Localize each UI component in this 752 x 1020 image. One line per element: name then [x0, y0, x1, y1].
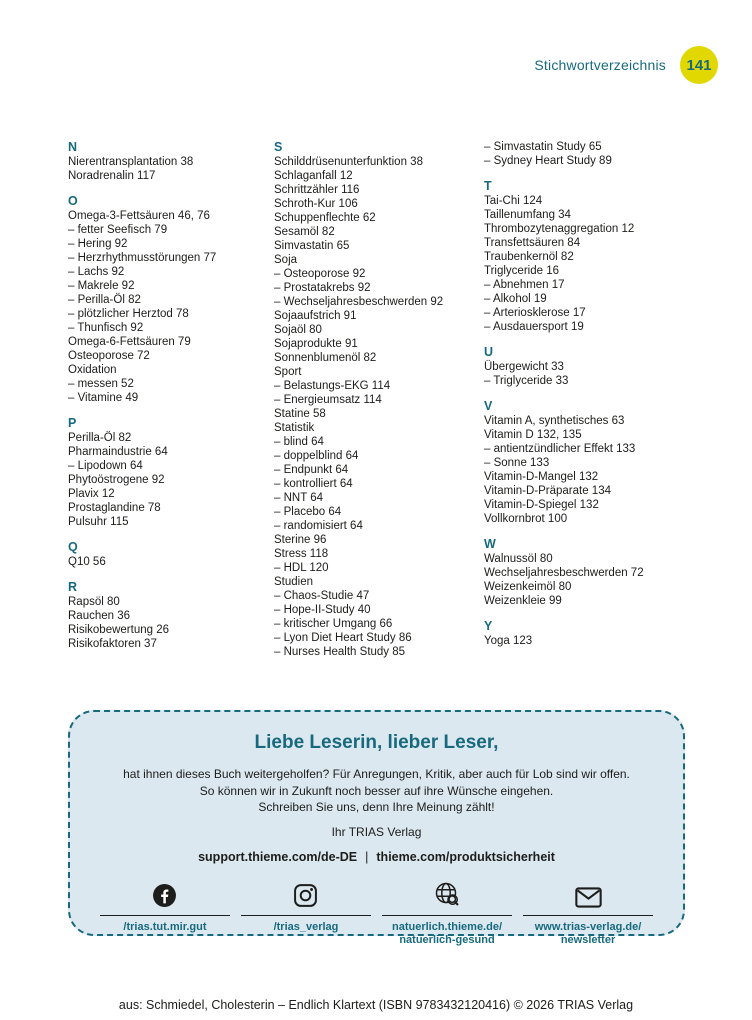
index-entry: Rauchen 36 [68, 610, 131, 622]
index-entry: – antientzündlicher Effekt 133 [484, 443, 636, 455]
index-entry: – Perilla-Öl 82 [68, 294, 141, 306]
index-entry: Sojaprodukte 91 [274, 338, 358, 350]
index-entry: Vollkornbrot 100 [484, 513, 568, 525]
page-footer: aus: Schmiedel, Cholesterin – Endlich Klartext (ISBN 9783432120416) © 2026 TRIAS Verlag [118, 998, 634, 1012]
social-item[interactable] [241, 880, 371, 948]
support-separator: | [365, 849, 369, 864]
index-entry: Wechseljahresbeschwerden 72 [484, 567, 644, 579]
index-entry: – Thunfisch 92 [68, 322, 144, 334]
index-columns [68, 140, 688, 659]
index-entry: Vitamin A, synthetisches 63 [484, 415, 625, 427]
index-letter-heading: P [68, 416, 77, 430]
index-entry: Vitamin-D-Präparate 134 [484, 485, 611, 497]
index-entry: Triglyceride 16 [484, 265, 559, 277]
index-letter-heading: W [484, 537, 496, 551]
social-link-label[interactable]: /trias.tut.mir.gut [123, 920, 207, 933]
index-letter-heading: S [274, 140, 283, 154]
index-entry: Osteoporose 72 [68, 350, 150, 362]
index-entry: – Hering 92 [68, 238, 128, 250]
page-header [534, 46, 718, 84]
index-entry: – HDL 120 [274, 562, 329, 574]
index-entry: Risikobewertung 26 [68, 624, 170, 636]
index-entry: – Lyon Diet Heart Study 86 [274, 632, 412, 644]
index-entry: Vitamin-D-Mangel 132 [484, 471, 599, 483]
index-entry: – Energieumsatz 114 [274, 394, 382, 406]
index-column [68, 140, 270, 659]
index-entry: Oxidation [68, 364, 117, 376]
index-entry: – Sydney Heart Study 89 [484, 155, 612, 167]
index-entry: – Osteoporose 92 [274, 268, 366, 280]
social-link-label[interactable]: /trias_verlag [273, 920, 339, 933]
index-entry: – kontrolliert 64 [274, 478, 353, 490]
index-entry: Schuppenflechte 62 [274, 212, 376, 224]
feedback-box [68, 710, 685, 946]
support-link-right[interactable]: thieme.com/produktsicherheit [376, 849, 555, 864]
feedback-title: Liebe Leserin, lieber Leser, [254, 732, 499, 753]
feedback-body [98, 766, 655, 816]
index-letter-heading: N [68, 140, 78, 154]
index-entry: Sojaöl 80 [274, 324, 322, 336]
social-item[interactable] [523, 880, 653, 948]
index-entry: Transfettsäuren 84 [484, 237, 581, 249]
index-entry: Sterine 96 [274, 534, 327, 546]
index-entry: Sonnenblumenöl 82 [274, 352, 377, 364]
index-entry: Omega-6-Fettsäuren 79 [68, 336, 191, 348]
index-letter-heading: V [484, 399, 493, 413]
index-entry: – Ausdauersport 19 [484, 321, 584, 333]
index-entry: Sojaaufstrich 91 [274, 310, 357, 322]
index-entry: Soja [274, 254, 298, 266]
index-entry: Omega-3-Fettsäuren 46, 76 [68, 210, 210, 222]
index-entry: Simvastatin 65 [274, 240, 350, 252]
index-entry: Tai-Chi 124 [484, 195, 543, 207]
index-entry: Noradrenalin 117 [68, 170, 156, 182]
social-link-label[interactable]: www.trias-verlag.de/ newsletter [534, 920, 642, 946]
support-links [98, 850, 655, 864]
feedback-body-line: So können wir in Zukunft noch besser auf ihre Wünsche eingehen. [199, 783, 554, 798]
globe-search-icon [434, 880, 461, 908]
index-entry: Vitamin D 132, 135 [484, 429, 582, 441]
social-item[interactable] [382, 880, 512, 948]
index-entry: – Nurses Health Study 85 [274, 646, 406, 658]
index-entry: – Placebo 64 [274, 506, 342, 518]
index-entry: Rapsöl 80 [68, 596, 120, 608]
index-entry: – doppelblind 64 [274, 450, 359, 462]
feedback-signature: Ihr TRIAS Verlag [331, 824, 422, 839]
index-entry: – Lachs 92 [68, 266, 125, 278]
index-entry: Pharmaindustrie 64 [68, 446, 168, 458]
index-entry: – Chaos-Studie 47 [274, 590, 370, 602]
index-entry: – Prostatakrebs 92 [274, 282, 371, 294]
index-entry: – randomisiert 64 [274, 520, 363, 532]
index-entry: – Lipodown 64 [68, 460, 143, 472]
facebook-icon [152, 880, 177, 908]
index-entry: – Makrele 92 [68, 280, 135, 292]
index-entry: – Simvastatin Study 65 [484, 141, 602, 153]
index-entry: – Vitamine 49 [68, 392, 139, 404]
index-entry: Prostaglandine 78 [68, 502, 161, 514]
index-letter-heading: Y [484, 619, 493, 633]
index-entry: Sport [274, 366, 302, 378]
index-entry: Übergewicht 33 [484, 361, 564, 373]
index-entry: Schrittzähler 116 [274, 184, 360, 196]
index-letter-heading: U [484, 345, 494, 359]
index-entry: Perilla-Öl 82 [68, 432, 132, 444]
index-letter-heading: Q [68, 540, 78, 554]
index-entry: – blind 64 [274, 436, 324, 448]
index-entry: – Herzrhythmusstörungen 77 [68, 252, 217, 264]
index-entry: Walnussöl 80 [484, 553, 553, 565]
index-entry: – Alkohol 19 [484, 293, 547, 305]
index-entry: Pulsuhr 115 [68, 516, 129, 528]
index-letter-heading: R [68, 580, 78, 594]
index-entry: – Abnehmen 17 [484, 279, 565, 291]
social-divider [241, 915, 371, 916]
email-icon [575, 880, 602, 908]
social-row [98, 880, 655, 948]
index-entry: Statine 58 [274, 408, 326, 420]
index-entry: Taillenumfang 34 [484, 209, 571, 221]
social-divider [382, 915, 512, 916]
support-link-left[interactable]: support.thieme.com/de-DE [198, 849, 358, 864]
index-entry: Schroth-Kur 106 [274, 198, 358, 210]
index-entry: Phytoöstrogene 92 [68, 474, 165, 486]
index-entry: – plötzlicher Herztod 78 [68, 308, 189, 320]
index-entry: – Arteriosklerose 17 [484, 307, 586, 319]
index-entry: – Triglyceride 33 [484, 375, 569, 387]
social-item[interactable] [100, 880, 230, 948]
index-entry: – Belastungs-EKG 114 [274, 380, 391, 392]
index-entry: – Hope-II-Study 40 [274, 604, 371, 616]
index-entry: – Sonne 133 [484, 457, 550, 469]
index-entry: Stress 118 [274, 548, 329, 560]
index-entry: Vitamin-D-Spiegel 132 [484, 499, 599, 511]
index-letter-heading: O [68, 194, 78, 208]
instagram-icon [293, 880, 318, 908]
social-divider [523, 915, 653, 916]
feedback-body-line: Schreiben Sie uns, denn Ihre Meinung zählt! [258, 800, 495, 814]
social-divider [100, 915, 230, 916]
index-entry: Plavix 12 [68, 488, 115, 500]
index-entry: Statistik [274, 422, 315, 434]
index-entry: – fetter Seefisch 79 [68, 224, 168, 236]
index-entry: Thrombozytenaggregation 12 [484, 223, 635, 235]
index-letter-heading: T [484, 179, 492, 193]
index-entry: Yoga 123 [484, 635, 533, 647]
index-entry: – kritischer Umgang 66 [274, 618, 393, 630]
index-entry: – messen 52 [68, 378, 134, 390]
index-entry: Q10 56 [68, 556, 106, 568]
feedback-body-line: hat ihnen dieses Buch weitergeholfen? Für Anregungen, Kritik, aber auch für Lob sind wir offen. [123, 767, 630, 781]
index-entry: Weizenkeimöl 80 [484, 581, 572, 593]
index-column [484, 140, 688, 659]
index-column [274, 140, 480, 659]
index-entry: – Wechseljahresbeschwerden 92 [274, 296, 444, 308]
index-entry: Nierentransplantation 38 [68, 156, 194, 168]
index-entry: Weizenkleie 99 [484, 595, 562, 607]
index-entry: Traubenkernöl 82 [484, 251, 574, 263]
index-entry: – Endpunkt 64 [274, 464, 349, 476]
page-title: Stichwortverzeichnis [534, 57, 666, 73]
social-link-label[interactable]: natuerlich.thieme.de/ natuerlich-gesund [391, 920, 503, 946]
index-entry: – NNT 64 [274, 492, 324, 504]
page-number-badge: 141 [680, 46, 718, 84]
index-entry: Schlaganfall 12 [274, 170, 353, 182]
index-entry: Sesamöl 82 [274, 226, 335, 238]
index-entry: Studien [274, 576, 314, 588]
index-entry: Risikofaktoren 37 [68, 638, 157, 650]
index-entry: Schilddrüsenunterfunktion 38 [274, 156, 423, 168]
